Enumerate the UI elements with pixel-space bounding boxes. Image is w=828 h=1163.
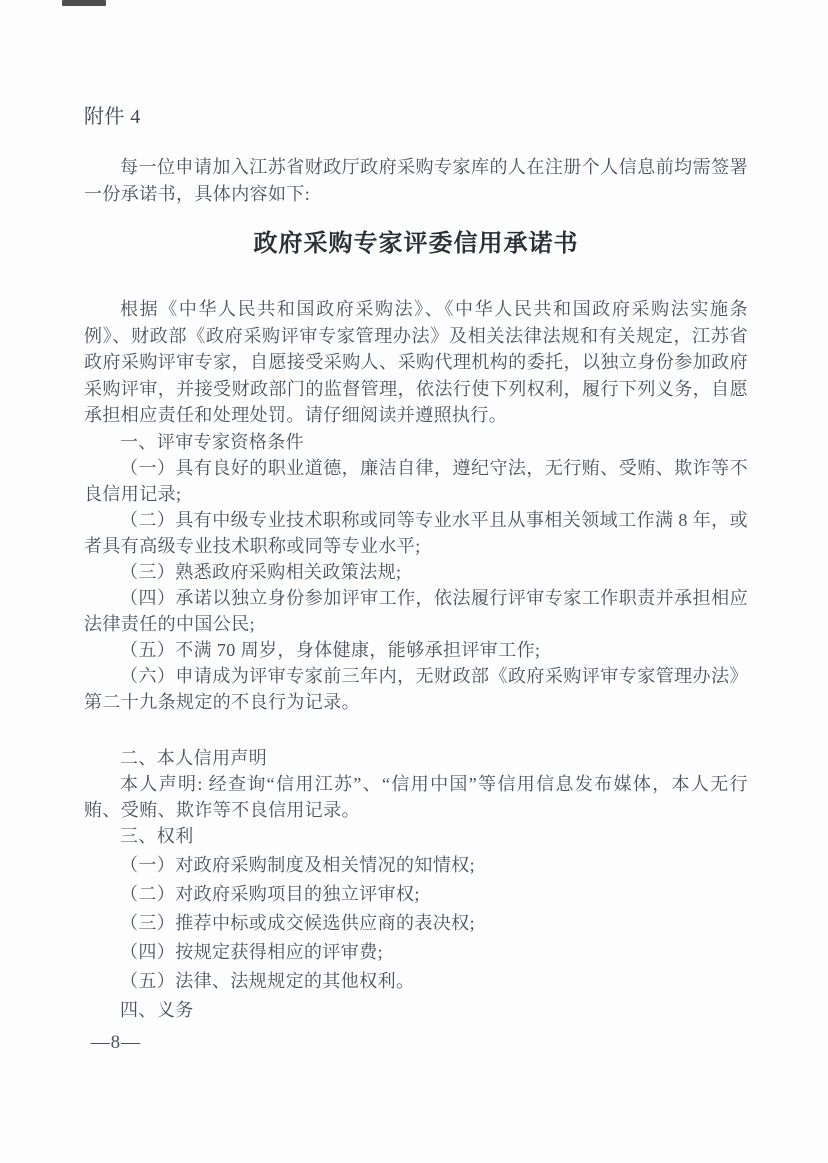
right-item-3: （三）推荐中标或成交候选供应商的表决权; [120, 912, 475, 933]
document-content [84, 0, 748, 1056]
document-title: 政府采购专家评委信用承诺书 [253, 230, 579, 257]
qualification-item-2: （二）具有中级专业技术职称或同等专业水平且从事相关领域工作满 8 年，或者具有高级专业技术职称或同等专业水平; [84, 509, 748, 556]
qualification-item-1: （一）具有良好的职业道德，廉洁自律，遵纪守法，无行贿、受贿、欺诈等不良信用记录; [84, 457, 748, 504]
section-heading-obligations: 四、义务 [120, 999, 194, 1020]
qualification-item-4: （四）承诺以独立身份参加评审工作，依法履行评审专家工作职责并承担相应法律责任的中国公民; [84, 587, 748, 634]
section-heading-qualifications: 一、评审专家资格条件 [120, 431, 304, 452]
right-item-5: （五）法律、法规规定的其他权利。 [120, 970, 415, 991]
credit-statement-text: 本人声明: 经查询“信用江苏”、“信用中国”等信用信息发布媒体，本人无行贿、受贿、欺诈等不良信用记录。 [84, 773, 748, 820]
attachment-label: 附件 4 [84, 106, 141, 128]
page-number: —8— [90, 1031, 142, 1053]
section-heading-rights: 三、权利 [120, 825, 194, 846]
qualification-item-6: （六）申请成为评审专家前三年内，无财政部《政府采购评审专家管理办法》第二十九条规定的不良行为记录。 [84, 665, 748, 712]
qualification-item-5: （五）不满 70 周岁，身体健康，能够承担评审工作; [120, 639, 541, 660]
right-item-4: （四）按规定获得相应的评审费; [120, 941, 383, 962]
right-item-1: （一）对政府采购制度及相关情况的知情权; [120, 854, 475, 875]
right-item-2: （二）对政府采购项目的独立评审权; [120, 883, 420, 904]
intro-paragraph: 每一位申请加入江苏省财政厅政府采购专家库的人在注册个人信息前均需签署一份承诺书，具体内容如下: [84, 157, 748, 204]
section-heading-credit-statement: 二、本人信用声明 [120, 747, 268, 768]
qualification-item-3: （三）熟悉政府采购相关政策法规; [120, 561, 402, 582]
preamble-paragraph: 根据《中华人民共和国政府采购法》、《中华人民共和国政府采购法实施条例》、财政部《政府采购评审专家管理办法》及相关法律法规和有关规定，江苏省政府采购评审专家，自愿接受采购人、采购代理机构的委托，以独立身份参加政府采购评审，并接受财政部门的监督管理，依法行使下列权利，履行下列义务，自愿承担相应责任和处理处罚。请仔细阅读并遵照执行。 [84, 299, 748, 425]
